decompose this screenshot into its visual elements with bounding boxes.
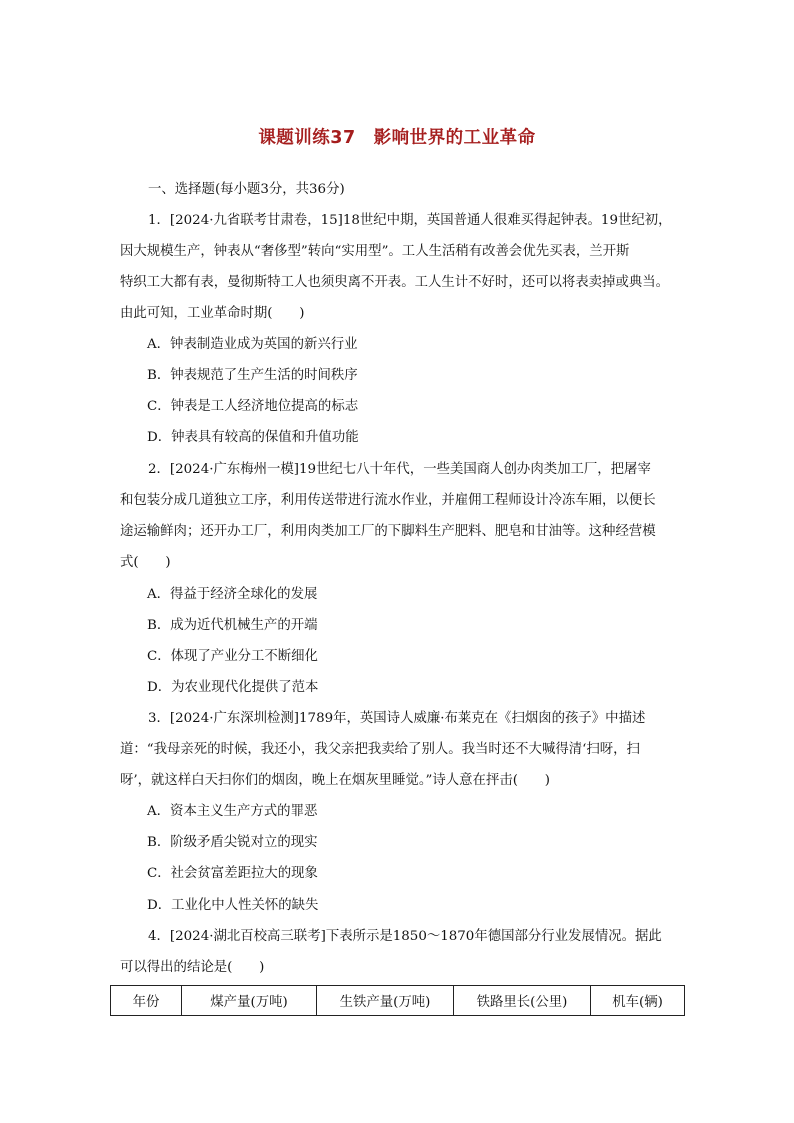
question-3-option-c[interactable]: C．社会贫富差距拉大的现象: [147, 866, 318, 881]
question-3-option-a[interactable]: A．资本主义生产方式的罪恶: [147, 804, 318, 819]
question-1-option-d[interactable]: D．钟表具有较高的保值和升值功能: [147, 430, 359, 445]
question-3-line-2: 道：“我母亲死的时候，我还小，我父亲把我卖给了别人。我当时还不大喊得清‘扫呀，扫: [120, 742, 640, 757]
question-4-line-2: 可以得出的结论是( ): [120, 960, 265, 975]
table-header-locomotive: 机车(辆): [591, 986, 685, 1016]
question-2-option-c[interactable]: C．体现了产业分工不断细化: [147, 649, 318, 664]
table-header-iron: 生铁产量(万吨): [317, 986, 454, 1016]
question-2-option-d[interactable]: D．为农业现代化提供了范本: [147, 680, 319, 695]
question-2-line-1: 2．[2024·广东梅州一模]19世纪七八十年代，一些美国商人创办肉类加工厂，把屠宰: [148, 462, 651, 477]
table-header-coal: 煤产量(万吨): [182, 986, 317, 1016]
question-3-line-1: 3．[2024·广东深圳检测]1789年，英国诗人威廉·布莱克在《扫烟囱的孩子》中描述: [148, 711, 646, 726]
table-header-row: [111, 986, 685, 1016]
question-4-line-1: 4．[2024·湖北百校高三联考]下表所示是1850～1870年德国部分行业发展情况。据此: [148, 929, 662, 944]
question-1-line-3: 特织工大都有表，曼彻斯特工人也须臾离不开表。工人生计不好时，还可以将表卖掉或典当。: [120, 275, 670, 290]
question-1-option-b[interactable]: B．钟表规范了生产生活的时间秩序: [147, 368, 358, 383]
question-1-option-c[interactable]: C．钟表是工人经济地位提高的标志: [147, 399, 359, 414]
table-header-railway: 铁路里长(公里): [454, 986, 591, 1016]
question-3-option-d[interactable]: D．工业化中人性关怀的缺失: [147, 898, 319, 913]
question-2-option-b[interactable]: B．成为近代机械生产的开端: [147, 618, 318, 633]
question-1-option-a[interactable]: A．钟表制造业成为英国的新兴行业: [147, 337, 358, 352]
question-2-line-2: 和包装分成几道独立工序，利用传送带进行流水作业，并雇佣工程师设计冷冻车厢，以便长: [120, 493, 656, 508]
question-1-line-4: 由此可知，工业革命时期( ): [120, 306, 305, 321]
question-2-line-3: 途运输鲜肉；还开办工厂，利用肉类加工厂的下脚料生产肥料、肥皂和甘油等。这种经营模: [120, 524, 656, 539]
page-title: 课题训练37 影响世界的工业革命: [258, 128, 536, 148]
table-header-year: 年份: [111, 986, 182, 1016]
question-2-line-4: 式( ): [120, 555, 171, 570]
question-2-option-a[interactable]: A．得益于经济全球化的发展: [147, 587, 318, 602]
question-3-line-3: 呀’，就这样白天扫你们的烟囱，晚上在烟灰里睡觉。”诗人意在抨击( ): [120, 773, 550, 788]
question-1-line-1: 1．[2024·九省联考甘肃卷，15]18世纪中期，英国普通人很难买得起钟表。19世纪初，: [148, 213, 672, 228]
question-1-line-2: 因大规模生产，钟表从“奢侈型”转向“实用型”。工人生活稍有改善会优先买表，兰开斯: [120, 244, 630, 259]
section-heading: 一、选择题(每小题3分，共36分): [148, 182, 345, 197]
industry-data-table: [110, 985, 685, 1016]
question-3-option-b[interactable]: B．阶级矛盾尖锐对立的现实: [147, 835, 318, 850]
